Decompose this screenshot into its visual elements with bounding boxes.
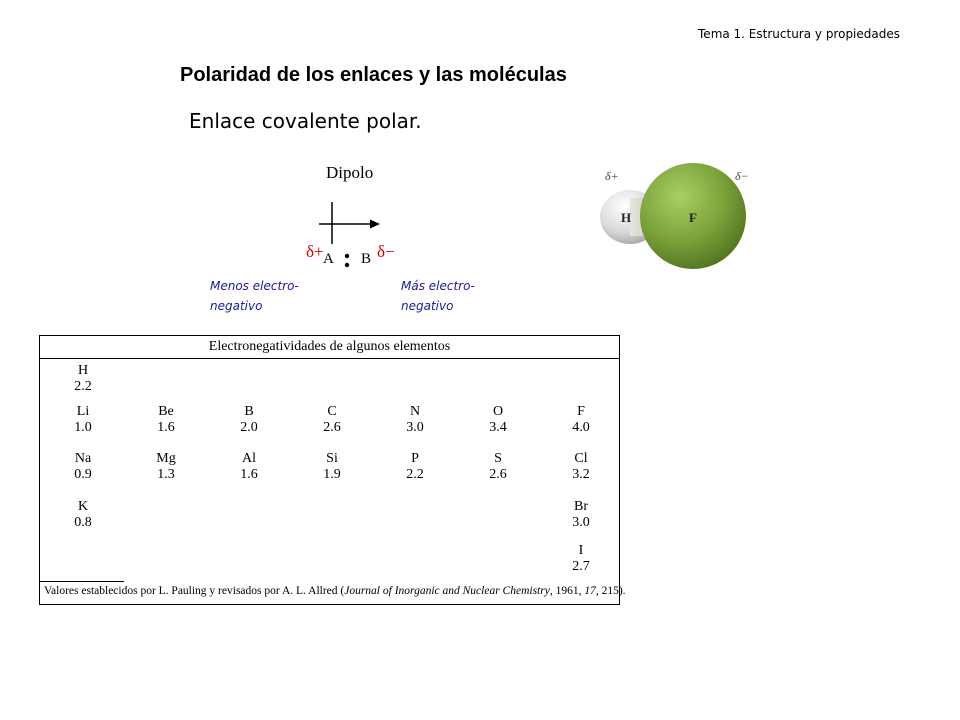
element-cell: I 2.7	[572, 543, 590, 574]
page-subtitle: Enlace covalente polar.	[189, 109, 422, 133]
delta-minus-label: δ−	[377, 242, 395, 261]
table-title: Electronegatividades de algunos elementos	[40, 336, 619, 359]
less-electronegative-label	[210, 276, 320, 316]
element-cell: Li 1.0	[74, 404, 92, 435]
element-cell: S 2.6	[489, 451, 507, 482]
more-en-line2: negativo	[401, 299, 454, 313]
element-cell: Be 1.6	[157, 404, 175, 435]
molecule-delta-minus: δ−	[735, 169, 749, 183]
element-cell: Na 0.9	[74, 451, 92, 482]
element-cell: H 2.2	[74, 363, 92, 394]
element-cell: Cl 3.2	[572, 451, 590, 482]
more-electronegative-label	[401, 276, 511, 316]
table-footnote: Valores establecidos por L. Pauling y revisados por A. L. Allred (Journal of Inorganic and Nuclear Chemistry, 1961, 17, 215).	[44, 585, 626, 597]
section-header: Tema 1. Estructura y propiedades	[698, 27, 900, 41]
page-title: Polaridad de los enlaces y las moléculas	[180, 64, 567, 86]
dipole-label: Dipolo	[326, 163, 374, 182]
element-cell: N 3.0	[406, 404, 424, 435]
element-cell: C 2.6	[323, 404, 341, 435]
bond-electrons-icon	[343, 253, 351, 269]
delta-plus-label: δ+	[306, 242, 324, 261]
atom-h-label: H	[621, 210, 632, 225]
less-en-line1: Menos electro-	[210, 279, 299, 293]
more-en-line1: Más electro-	[401, 279, 475, 293]
element-cell: Mg 1.3	[156, 451, 176, 482]
footnote-rule	[40, 581, 124, 582]
atom-a-label: A	[323, 251, 334, 267]
element-cell: Al 1.6	[240, 451, 258, 482]
atom-f-label: F	[689, 210, 697, 225]
element-cell: P 2.2	[406, 451, 424, 482]
element-cell: K 0.8	[74, 499, 92, 530]
element-cell: O 3.4	[489, 404, 507, 435]
element-cell: F 4.0	[572, 404, 590, 435]
element-cell: Si 1.9	[323, 451, 341, 482]
electronegativity-table	[39, 335, 626, 605]
less-en-line2: negativo	[210, 299, 263, 313]
molecule-delta-plus: δ+	[605, 169, 619, 183]
element-cell: Br 3.0	[572, 499, 590, 530]
hf-molecule-image	[590, 150, 760, 275]
element-cell: B 2.0	[240, 404, 258, 435]
atom-b-label: B	[361, 251, 372, 267]
